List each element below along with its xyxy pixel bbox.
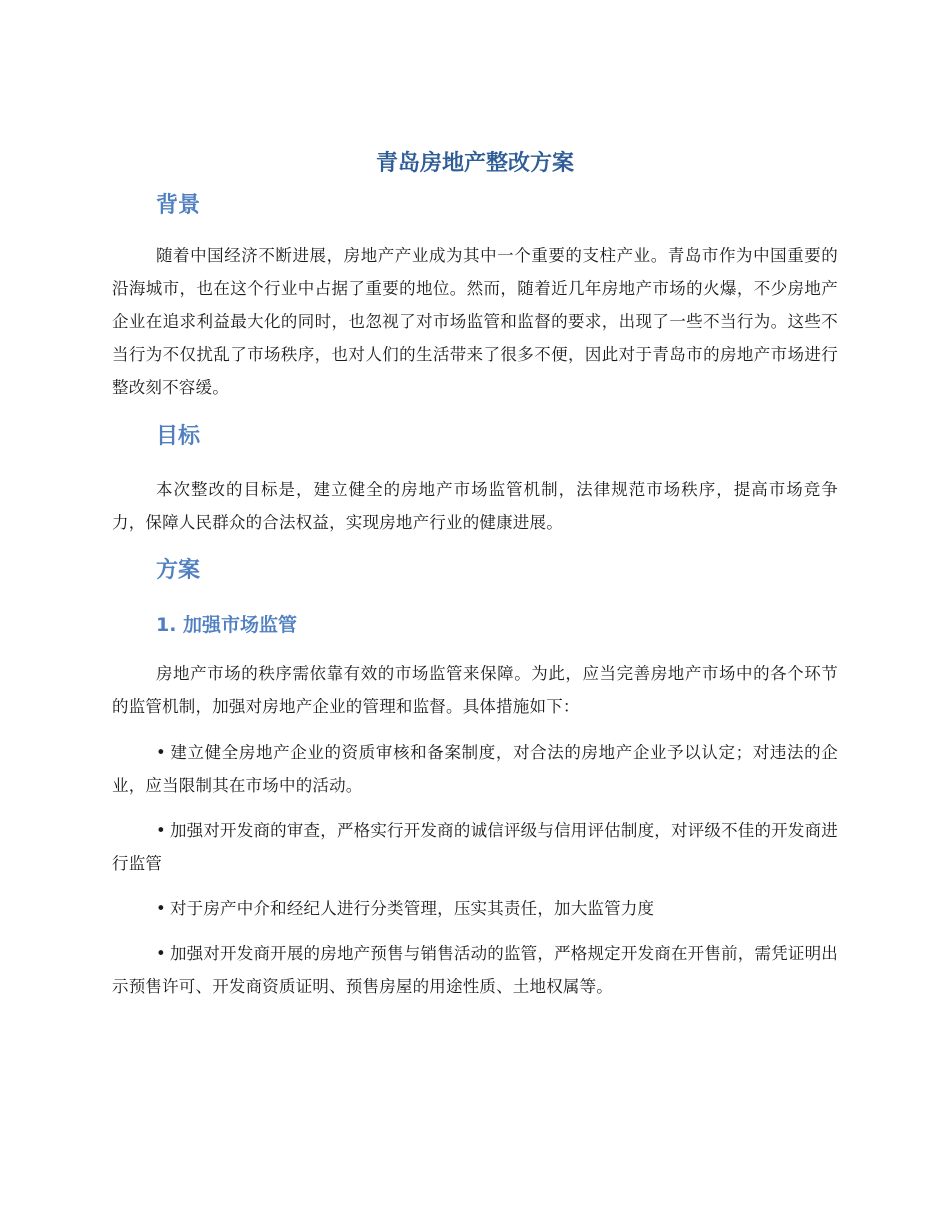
list-item xyxy=(112,736,838,802)
market-supervision-paragraph: 房地产市场的秩序需依靠有效的市场监管来保障。为此，应当完善房地产市场中的各个环节的监管机制，加强对房地产企业的管理和监督。具体措施如下： xyxy=(112,664,838,716)
document-title: 青岛房地产整改方案 xyxy=(375,151,574,176)
section-heading-background: 背景 xyxy=(156,193,201,218)
bullet-icon: • xyxy=(156,743,166,762)
list-item-text: 加强对开发商开展的房地产预售与销售活动的监管，严格规定开发商在开售前，需凭证明出示预售许可、开发商资质证明、预售房屋的用途性质、土地权属等。 xyxy=(112,944,838,996)
list-item-text: 建立健全房地产企业的资质审核和备案制度，对合法的房地产企业予以认定；对违法的企业，应当限制其在市场中的活动。 xyxy=(112,743,838,795)
list-item xyxy=(112,892,838,925)
section-heading-plan: 方案 xyxy=(156,558,201,583)
list-item-text: 对于房产中介和经纪人进行分类管理，压实其责任，加大监管力度 xyxy=(169,899,655,918)
bullet-icon: • xyxy=(156,944,166,963)
list-item-text: 加强对开发商的审查，严格实行开发商的诚信评级与信用评估制度，对评级不佳的开发商进行监管 xyxy=(112,821,838,873)
background-paragraph: 随着中国经济不断进展，房地产产业成为其中一个重要的支柱产业。青岛市作为中国重要的沿海城市，也在这个行业中占据了重要的地位。然而，随着近几年房地产市场的火爆，不少房地产企业在追求利益最大化的同时，也忽视了对市场监管和监督的要求，出现了一些不当行为。这些不当行为不仅扰乱了市场秩序，也对人们的生活带来了很多不便，因此对于青岛市的房地产市场进行整改刻不容缓。 xyxy=(112,246,838,397)
goal-paragraph: 本次整改的目标是，建立健全的房地产市场监管机制，法律规范市场秩序，提高市场竞争力，保障人民群众的合法权益，实现房地产行业的健康进展。 xyxy=(112,480,838,532)
list-item xyxy=(112,814,838,880)
bullet-icon: • xyxy=(156,899,166,918)
bullet-icon: • xyxy=(156,821,166,840)
section-heading-goal: 目标 xyxy=(156,424,201,449)
subsection-heading-market-supervision: 1. 加强市场监管 xyxy=(156,614,298,636)
list-item xyxy=(112,937,838,1003)
